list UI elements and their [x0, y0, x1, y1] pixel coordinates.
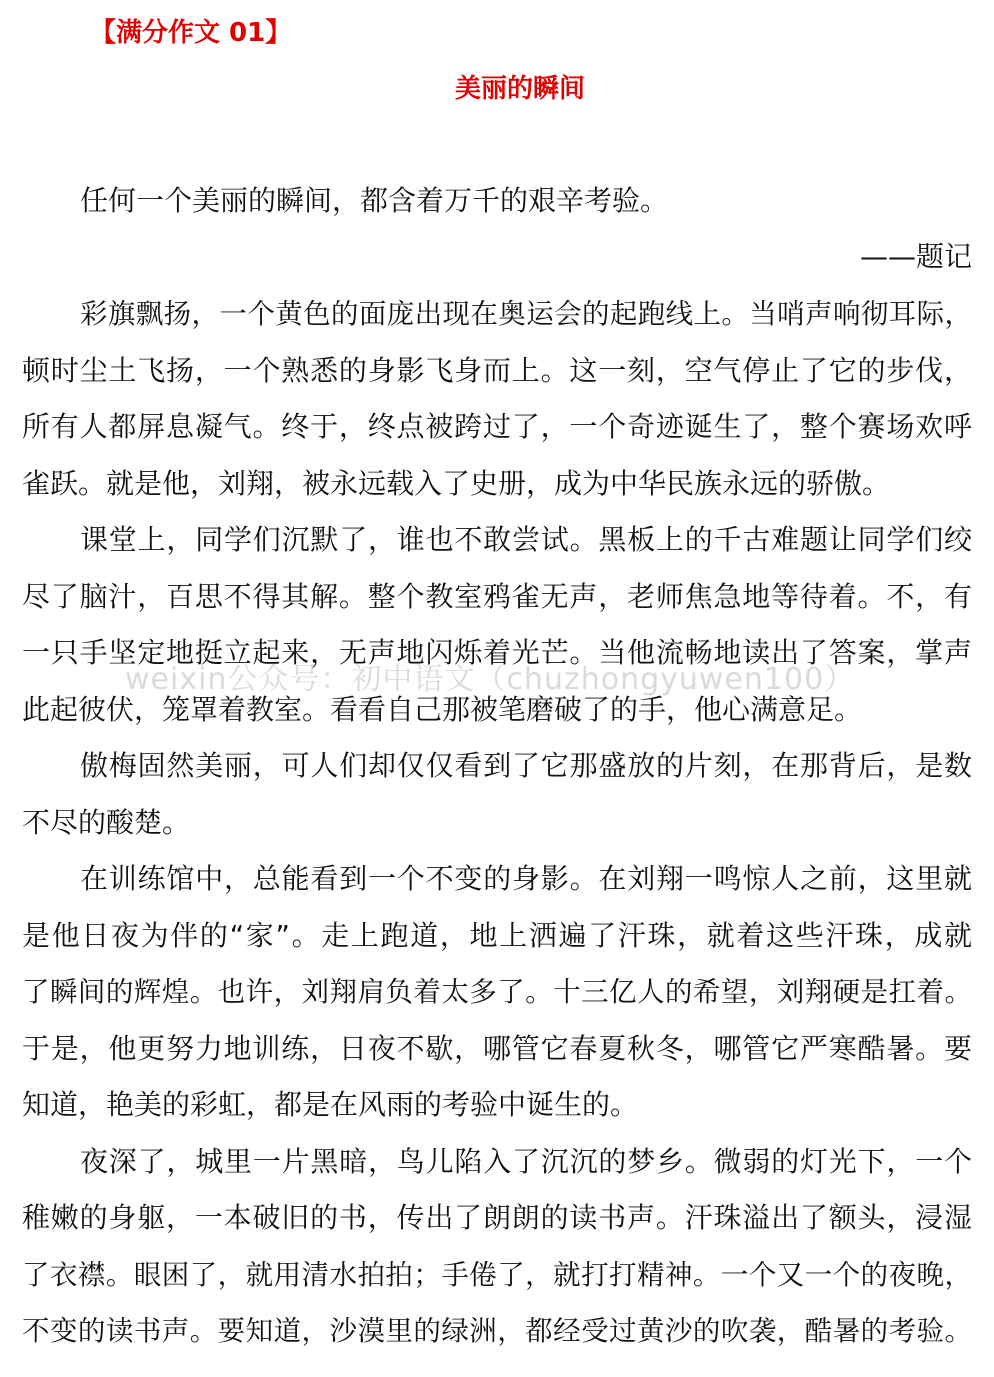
- text-line: 顿时尘土飞扬，一个熟悉的身影飞身而上。这一刻，空气停止了它的步伐，: [22, 354, 972, 387]
- text-line: 知道，艳美的彩虹，都是在风雨的考验中诞生的。: [22, 1088, 639, 1121]
- text-line: 此起彼伏，笼罩着教室。看看自己那被笔磨破了的手，他心满意足。: [22, 693, 863, 726]
- text-line: 一只手坚定地挺立起来，无声地闪烁着光芒。当他流畅地读出了答案，掌声: [22, 636, 972, 669]
- text-line: 傲梅固然美丽，可人们却仅仅看到了它那盛放的片刻，在那背后，是数: [80, 749, 972, 782]
- text-line: 尽了脑汁，百思不得其解。整个教室鸦雀无声，老师焦急地等待着。不，有: [22, 580, 972, 613]
- text-line: 了瞬间的辉煌。也许，刘翔肩负着太多了。十三亿人的希望，刘翔硬是扛着。: [22, 976, 972, 1008]
- epigraph-signature: ——题记: [859, 240, 972, 273]
- text-line: 在训练馆中，总能看到一个不变的身影。在刘翔一鸣惊人之前，这里就: [80, 862, 972, 895]
- text-line: 雀跃。就是他，刘翔，被永远载入了史册，成为中华民族永远的骄傲。: [22, 467, 891, 500]
- essay-title: 美丽的瞬间: [455, 74, 586, 104]
- text-line: 不尽的酸楚。: [22, 806, 191, 839]
- epigraph: 任何一个美丽的瞬间，都含着万千的艰辛考验。: [80, 184, 669, 217]
- text-line: 课堂上，同学们沉默了，谁也不敢尝试。黑板上的千古难题让同学们绞: [80, 523, 972, 556]
- text-line: 了衣襟。眼困了，就用清水拍拍；手倦了，就打打精神。一个又一个的夜晚，: [22, 1259, 972, 1291]
- watermark: weixin公众号：初中语文（chuzhongyuwen100）: [125, 662, 856, 697]
- text-line: 彩旗飘扬，一个黄色的面庞出现在奥运会的起跑线上。当哨声响彻耳际，: [80, 298, 972, 330]
- text-line: 不变的读书声。要知道，沙漠里的绿洲，都经受过黄沙的吹袭，酷暑的考验。: [22, 1315, 972, 1347]
- text-line: 稚嫩的身躯，一本破旧的书，传出了朗朗的读书声。汗珠溢出了额头，浸湿: [22, 1201, 972, 1234]
- essay-heading: 【满分作文 01】: [90, 18, 292, 48]
- text-line: 是他日夜为伴的“家”。走上跑道，地上洒遍了汗珠，就着这些汗珠，成就: [22, 919, 972, 952]
- text-line: 夜深了，城里一片黑暗，鸟儿陷入了沉沉的梦乡。微弱的灯光下，一个: [80, 1145, 972, 1178]
- text-line: 于是，他更努力地训练，日夜不歇，哪管它春夏秋冬，哪管它严寒酷暑。要: [22, 1032, 972, 1065]
- text-line: 所有人都屏息凝气。终于，终点被跨过了，一个奇迹诞生了，整个赛场欢呼: [22, 410, 972, 443]
